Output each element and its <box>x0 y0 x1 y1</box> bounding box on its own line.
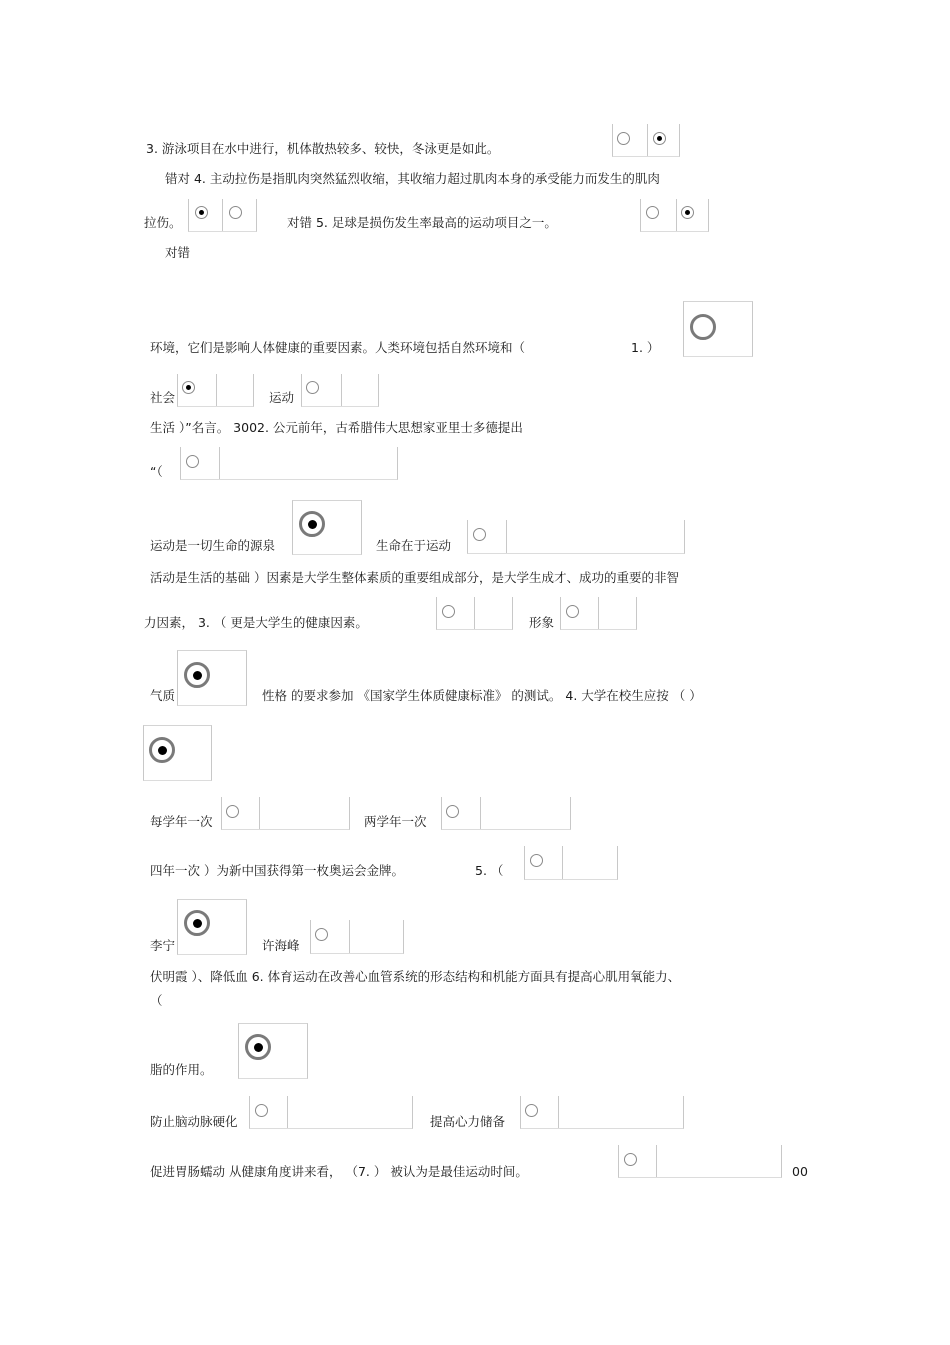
time-question-trailing: 00 <box>792 1164 808 1179</box>
q5-choice-group <box>640 199 709 232</box>
temperament-option-radio[interactable] <box>184 662 210 688</box>
medal-question-text: 四年一次 ）为新中国获得第一枚奥运会金牌。 <box>150 863 404 878</box>
q5-choice-label: 对错 <box>165 245 191 260</box>
quote-blank-radio[interactable] <box>186 455 199 468</box>
image-option-box <box>436 597 513 630</box>
option-label-image: 形象 <box>529 615 555 630</box>
image-option-radio[interactable] <box>442 605 455 618</box>
option-label-biennial: 两学年一次 <box>364 814 427 829</box>
xu-haifeng-option-radio[interactable] <box>315 928 328 941</box>
q4-right-radio[interactable] <box>195 206 208 219</box>
life-in-sport-box <box>467 520 685 554</box>
temperament-option-box <box>177 650 247 706</box>
q3-text: 3. 游泳项目在水中进行，机体散热较多、较快，冬泳更是如此。 <box>146 141 500 156</box>
q4-text-end: 拉伤。 <box>144 215 182 230</box>
yearly-option-box <box>221 797 350 830</box>
env-option-box <box>683 301 753 357</box>
heart-reserve-radio[interactable] <box>525 1104 538 1117</box>
q4-wrong-radio[interactable] <box>229 206 242 219</box>
yearly-option-radio[interactable] <box>226 805 239 818</box>
factor-question-text: 活动是生活的基础 ）因素是大学生整体素质的重要组成部分，是大学生成才、成功的重要的非智 <box>150 570 679 585</box>
test-blank-radio[interactable] <box>149 737 175 763</box>
best-time-radio[interactable] <box>624 1153 637 1166</box>
option-label-xu-haifeng: 许海峰 <box>262 938 300 953</box>
best-time-box <box>618 1145 782 1178</box>
option-label-temperament: 气质 <box>150 688 176 703</box>
option-label-prevent-sclerosis: 防止脑动脉硬化 <box>150 1114 238 1129</box>
env-question-number: 1. ） <box>631 340 660 355</box>
social-option-box <box>177 374 254 407</box>
appearance-option-box <box>560 597 637 630</box>
quote-open-mark: “（ <box>150 464 163 479</box>
li-ning-option-box <box>177 899 247 955</box>
xu-haifeng-option-box <box>310 920 404 954</box>
q4-choice-group <box>188 199 257 232</box>
prevent-sclerosis-box <box>249 1096 413 1129</box>
option-label-li-ning: 李宁 <box>150 938 176 953</box>
appearance-option-radio[interactable] <box>566 605 579 618</box>
medal-blank-radio[interactable] <box>530 854 543 867</box>
factor-question-text-end: 力因素， 3. （ 更是大学生的健康因素。 <box>144 615 368 630</box>
social-option-radio[interactable] <box>182 381 195 394</box>
q3-right-radio[interactable] <box>653 132 666 145</box>
sport-source-box <box>292 500 362 555</box>
env-question-text: 环境，它们是影响人体健康的重要因素。人类环境包括自然环境和（ <box>150 340 526 355</box>
q5-wrong-radio[interactable] <box>646 206 659 219</box>
heart-question-bracket: （ <box>150 993 163 1008</box>
biennial-option-box <box>441 797 571 830</box>
quote-question-text: 生活 ）”名言。 3002. 公元前年，古希腊伟大思想家亚里士多德提出 <box>150 420 523 435</box>
option-label-heart-reserve: 提高心力储备 <box>430 1114 506 1129</box>
test-question-text: 性格 的要求参加 《国家学生体质健康标准》 的测试。 4. 大学在校生应按 （ ） <box>262 688 702 703</box>
lipid-blank-box <box>238 1023 308 1079</box>
sport-source-radio[interactable] <box>299 511 325 537</box>
quote-blank-box <box>180 447 398 480</box>
env-option-radio[interactable] <box>690 314 716 340</box>
option-label-life-in-sport: 生命在于运动 <box>376 538 452 553</box>
q4-text: 错对 4. 主动拉伤是指肌肉突然猛烈收缩，其收缩力超过肌肉本身的承受能力而发生的肌肉 <box>165 171 660 186</box>
medal-question-number: 5. （ <box>475 863 504 878</box>
heart-question-text: 伏明霞 ）、降低血 6. 体育运动在改善心血管系统的形态结构和机能方面具有提高心肌用氧能力、 <box>150 969 681 984</box>
q3-wrong-radio[interactable] <box>617 132 630 145</box>
biennial-option-radio[interactable] <box>446 805 459 818</box>
q5-text: 对错 5. 足球是损伤发生率最高的运动项目之一。 <box>287 215 557 230</box>
life-in-sport-radio[interactable] <box>473 528 486 541</box>
sport-option-radio[interactable] <box>306 381 319 394</box>
option-label-yearly: 每学年一次 <box>150 814 213 829</box>
option-label-sport: 运动 <box>269 390 295 405</box>
heart-reserve-box <box>520 1096 684 1129</box>
sport-option-box <box>301 374 379 407</box>
option-label-sport-source: 运动是一切生命的源泉 <box>150 538 276 553</box>
test-blank-box <box>143 725 212 781</box>
li-ning-option-radio[interactable] <box>184 910 210 936</box>
q3-choice-group <box>612 124 680 157</box>
heart-question-text-end: 脂的作用。 <box>150 1062 213 1077</box>
time-question-text: 促进胃肠蠕动 从健康角度讲来看， （7. ） 被认为是最佳运动时间。 <box>150 1164 528 1179</box>
lipid-blank-radio[interactable] <box>245 1034 271 1060</box>
medal-blank-box <box>524 846 618 880</box>
option-label-social: 社会 <box>150 390 176 405</box>
q5-right-radio[interactable] <box>681 206 694 219</box>
prevent-sclerosis-radio[interactable] <box>255 1104 268 1117</box>
